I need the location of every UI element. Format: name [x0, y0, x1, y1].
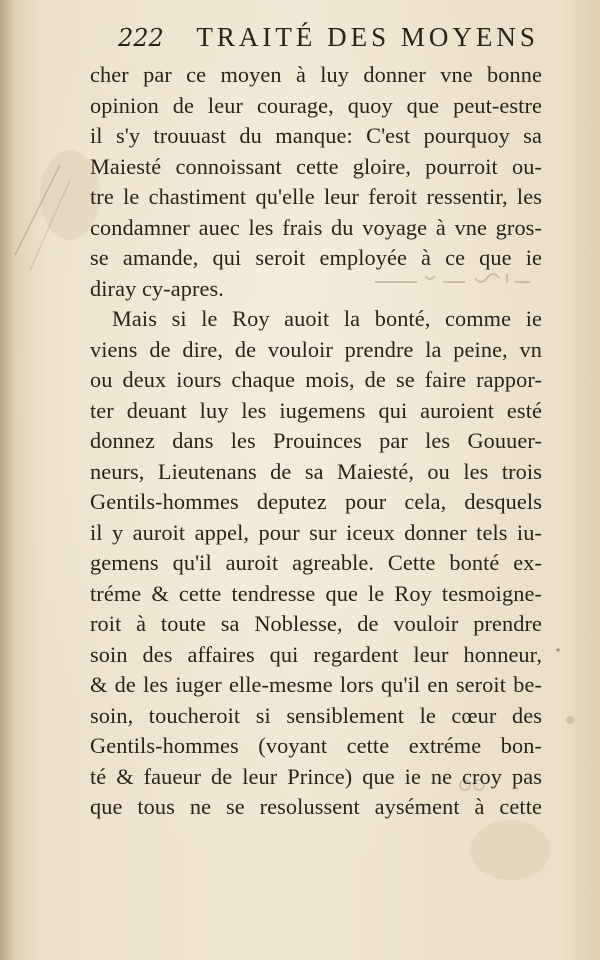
text-line: que tous ne se resolussent aysément à cette	[90, 794, 542, 819]
text-line: il s'y trouuast du manque: C'est pourquoy sa	[90, 123, 542, 148]
body-text	[90, 60, 542, 823]
text-line: Maiesté connoissant cette gloire, pourroit ou-	[90, 153, 542, 179]
running-head: TRAITÉ DES MOYENS	[196, 22, 539, 52]
text-line: cher par ce moyen à luy donner vne bonne	[90, 62, 542, 87]
margin-pencil-stroke	[0, 160, 80, 280]
text-line-paragraph-start: Mais si le Roy auoit la bonté, comme ie	[112, 306, 542, 331]
paper-stain	[470, 820, 550, 880]
bleed-through-mark	[455, 775, 495, 800]
text-line: & de les iuger elle-mesme lors qu'il en seroit be-	[90, 672, 542, 697]
text-line: té & faueur de leur Prince) que ie ne croy pas	[90, 763, 542, 789]
page-number: 222	[118, 24, 164, 52]
text-line: donnez dans les Prouinces par les Gouuer-	[90, 428, 542, 453]
text-line: viens de dire, de vouloir prendre la peine, vn	[90, 336, 542, 362]
page-header	[118, 22, 548, 58]
text-line: opinion de leur courage, quoy que peut-estre	[90, 92, 542, 118]
ink-smudge	[455, 775, 495, 795]
text-line: tre le chastiment qu'elle leur feroit ressentir, les	[90, 184, 542, 209]
text-line: condamner auec les frais du voyage à vne gros-	[90, 214, 542, 240]
text-line: soin, toucheroit si sensiblement le cœur des	[90, 702, 542, 728]
text-line: gemens qu'il auroit agreable. Cette bonté ex-	[90, 550, 542, 575]
margin-dots	[548, 640, 588, 740]
text-line: Gentils-hommes (voyant cette extréme bon-	[90, 733, 542, 758]
text-line: se amande, qui seroit employée à ce que ie	[90, 245, 542, 270]
text-line: tréme & cette tendresse que le Roy tesmoigne-	[90, 580, 542, 606]
page-gutter-shadow	[0, 0, 14, 960]
text-line: diray cy-apres.	[90, 275, 224, 301]
text-line: soin des affaires qui regardent leur honneur,	[90, 641, 542, 667]
text-line: neurs, Lieutenans de sa Maiesté, ou les trois	[90, 458, 542, 484]
text-line: ter deuant luy les iugemens qui auroient esté	[90, 397, 542, 423]
text-line: Gentils-hommes deputez pour cela, desquels	[90, 489, 542, 514]
text-line: il y auroit appel, pour sur iceux donner tels iu-	[90, 519, 542, 545]
text-line: ou deux iours chaque mois, de se faire rappor-	[90, 367, 542, 392]
text-line: roit à toute sa Noblesse, de vouloir prendre	[90, 611, 542, 636]
